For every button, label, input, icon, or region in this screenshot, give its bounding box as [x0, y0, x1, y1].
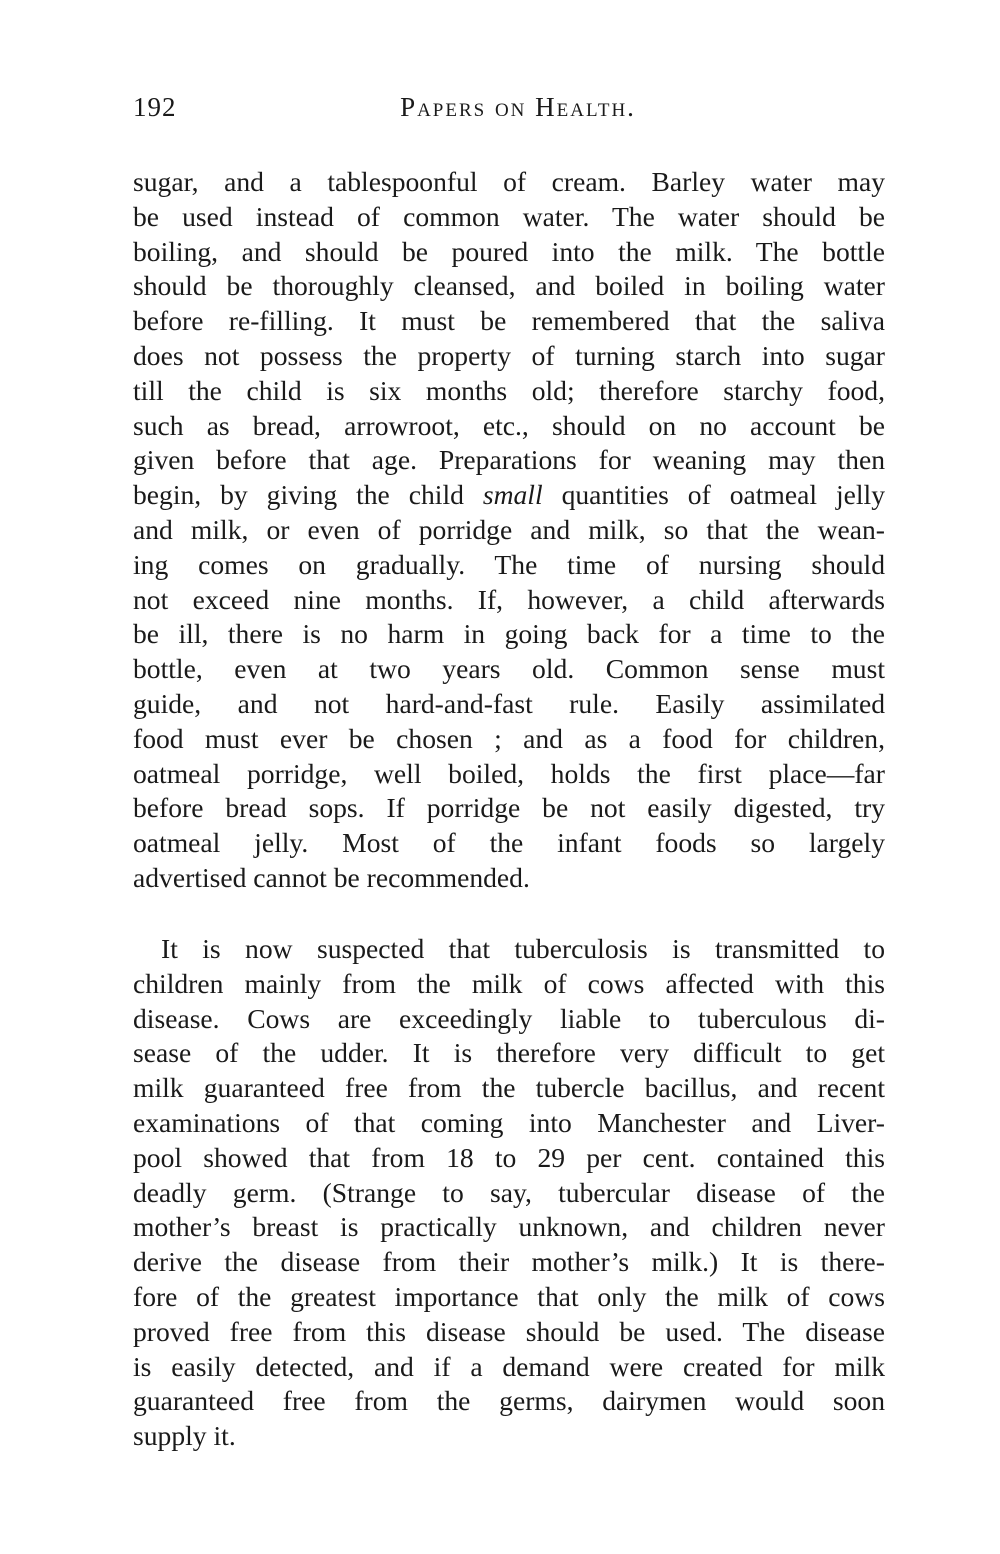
text-line-with-italic	[133, 478, 885, 513]
text-line: till the child is six months old; therefore starchy food,	[133, 374, 885, 406]
text-line: deadly germ. (Strange to say, tubercular disease of the	[133, 1176, 885, 1208]
paragraph-1	[133, 165, 885, 896]
text-line: does not possess the property of turning starch into sugar	[133, 339, 885, 371]
text-segment: begin, by giving the child	[133, 479, 483, 511]
text-line: ing comes on gradually. The time of nursing should	[133, 548, 885, 580]
text-line: proved free from this disease should be used. The disease	[133, 1315, 885, 1347]
text-line: milk guaranteed free from the tubercle bacillus, and recent	[133, 1072, 885, 1104]
text-line: given before that age. Preparations for weaning may then	[133, 444, 885, 476]
text-line: advertised cannot be recommended.	[133, 861, 530, 893]
text-line: food must ever be chosen ; and as a food for children,	[133, 722, 885, 754]
text-line: sugar, and a tablespoonful of cream. Barley water may	[133, 166, 885, 197]
text-line: oatmeal jelly. Most of the infant foods so largely	[133, 827, 885, 859]
italic-emphasis: small	[482, 479, 543, 511]
paragraph-2	[133, 932, 885, 1454]
text-line: not exceed nine months. If, however, a child afterwards	[133, 583, 885, 615]
text-line: such as bread, arrowroot, etc., should on no account be	[133, 409, 885, 441]
text-line: pool showed that from 18 to 29 per cent. contained this	[133, 1141, 885, 1173]
text-line: bottle, even at two years old. Common sense must	[133, 653, 885, 685]
text-line: and milk, or even of porridge and milk, so that the wean-	[133, 513, 885, 545]
text-line: fore of the greatest importance that only the milk of cows	[133, 1280, 885, 1312]
text-line: children mainly from the milk of cows affected with this	[133, 967, 885, 999]
page-header	[133, 92, 885, 132]
page-number: 192	[133, 92, 177, 122]
running-title: Papers on Health.	[400, 92, 636, 122]
text-line: It is now suspected that tuberculosis is transmitted to	[161, 933, 885, 964]
text-line: oatmeal porridge, well boiled, holds the first place—far	[133, 757, 885, 789]
text-line: mother’s breast is practically unknown, and children never	[133, 1211, 885, 1243]
text-line: before re-filling. It must be remembered that the saliva	[133, 305, 885, 337]
text-line: sease of the udder. It is therefore very difficult to get	[133, 1037, 885, 1069]
text-line: derive the disease from their mother’s milk.) It is there-	[133, 1246, 885, 1278]
text-line: should be thoroughly cleansed, and boiled in boiling water	[133, 270, 885, 302]
text-line: boiling, and should be poured into the milk. The bottle	[133, 235, 885, 267]
text-line: guaranteed free from the germs, dairymen would soon	[133, 1385, 885, 1417]
text-line: be used instead of common water. The water should be	[133, 200, 885, 232]
text-line: disease. Cows are exceedingly liable to tuberculous di-	[133, 1002, 885, 1034]
text-line: examinations of that coming into Manchester and Liver-	[133, 1106, 885, 1138]
text-line: before bread sops. If porridge be not easily digested, try	[133, 792, 885, 824]
text-line: supply it.	[133, 1420, 236, 1452]
text-line: be ill, there is no harm in going back for a time to the	[133, 618, 885, 650]
text-line: guide, and not hard-and-fast rule. Easily assimilated	[133, 687, 885, 719]
text-line: is easily detected, and if a demand were created for milk	[133, 1350, 885, 1382]
text-segment: quantities of oatmeal jelly	[542, 479, 885, 511]
